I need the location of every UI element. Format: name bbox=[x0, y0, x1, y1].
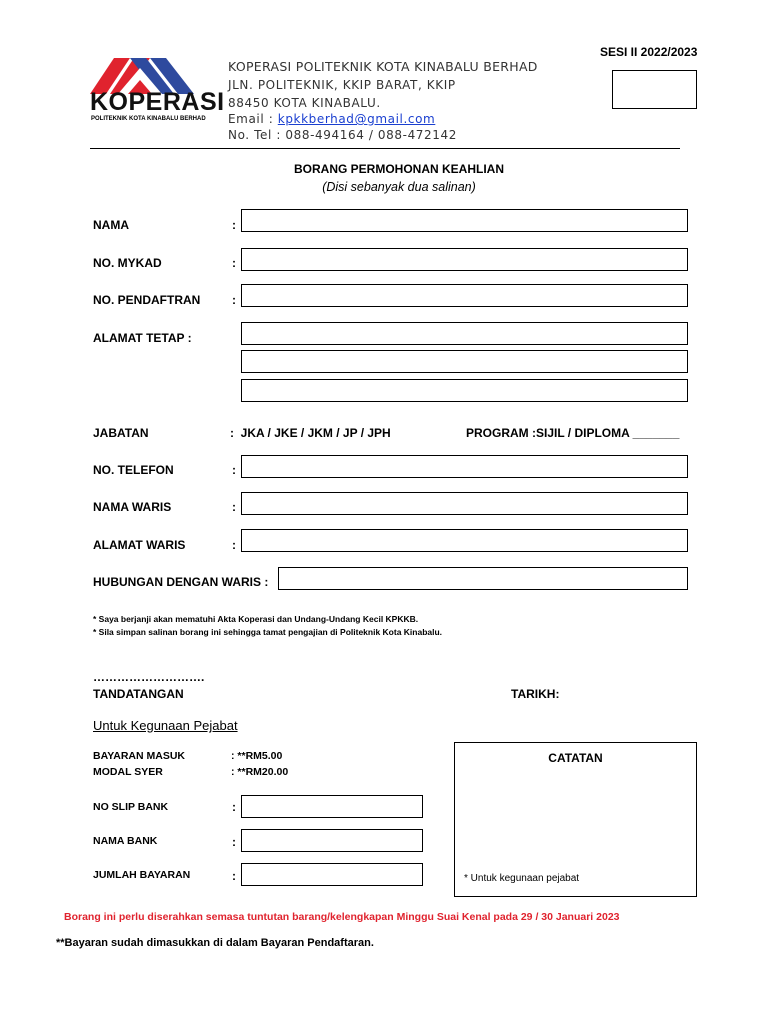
hubungan-input[interactable] bbox=[278, 567, 688, 590]
logo-word: KOPERASI bbox=[90, 88, 225, 116]
telefon-input[interactable] bbox=[241, 455, 688, 478]
program-field: PROGRAM :SIJIL / DIPLOMA _______ bbox=[466, 426, 680, 440]
catatan-title: CATATAN bbox=[548, 751, 603, 765]
colon: : bbox=[232, 218, 236, 232]
label-alamat-tetap: ALAMAT TETAP : bbox=[93, 331, 192, 345]
label-telefon: NO. TELEFON bbox=[93, 463, 174, 477]
slip-label: NO SLIP BANK bbox=[93, 801, 169, 813]
alamat-tetap-line-3[interactable] bbox=[241, 379, 688, 402]
jumlah-label: JUMLAH BAYARAN bbox=[93, 869, 191, 881]
org-name: KOPERASI POLITEKNIK KOTA KINABALU BERHAD bbox=[228, 59, 538, 74]
alamat-tetap-line-1[interactable] bbox=[241, 322, 688, 345]
red-notice: Borang ini perlu diserahkan semasa tuntutan barang/kelengkapan Minggu Suai Kenal pada 29 / 30 Januari 2023 bbox=[64, 911, 620, 923]
bank-label: NAMA BANK bbox=[93, 835, 158, 847]
label-jabatan: JABATAN bbox=[93, 426, 149, 440]
jabatan-options: : JKA / JKE / JKM / JP / JPH bbox=[230, 426, 391, 440]
email-link[interactable]: kpkkberhad@gmail.com bbox=[277, 112, 436, 126]
koperasi-logo bbox=[88, 54, 225, 124]
mykad-input[interactable] bbox=[241, 248, 688, 271]
org-tel: No. Tel : 088-494164 / 088-472142 bbox=[228, 128, 457, 142]
photo-box bbox=[612, 70, 697, 109]
nama-input[interactable] bbox=[241, 209, 688, 232]
logo-subtitle: POLITEKNIK KOTA KINABALU BERHAD bbox=[91, 116, 206, 122]
colon: : bbox=[232, 500, 236, 514]
colon: : bbox=[232, 538, 236, 552]
label-alamat-waris: ALAMAT WARIS bbox=[93, 538, 186, 552]
catatan-box[interactable] bbox=[454, 742, 697, 897]
bayaran-masuk-value: : **RM5.00 bbox=[231, 750, 283, 762]
signature-dots: ………………………. bbox=[93, 670, 205, 684]
pendaftran-input[interactable] bbox=[241, 284, 688, 307]
alamat-tetap-line-2[interactable] bbox=[241, 350, 688, 373]
slip-input[interactable] bbox=[241, 795, 423, 818]
session-label: SESI II 2022/2023 bbox=[600, 45, 698, 59]
label-nama: NAMA bbox=[93, 218, 129, 232]
org-address-2: 88450 KOTA KINABALU. bbox=[228, 96, 381, 110]
colon: : bbox=[232, 835, 236, 849]
label-pendaftran: NO. PENDAFTRAN bbox=[93, 293, 201, 307]
label-mykad: NO. MYKAD bbox=[93, 256, 162, 270]
org-address-1: JLN. POLITEKNIK, KKIP BARAT, KKIP bbox=[228, 78, 456, 92]
colon: : bbox=[232, 800, 236, 814]
org-email-row bbox=[228, 112, 435, 126]
modal-syer-label: MODAL SYER bbox=[93, 766, 163, 778]
label-nama-waris: NAMA WARIS bbox=[93, 500, 172, 514]
colon: : bbox=[232, 256, 236, 270]
bayaran-masuk-label: BAYARAN MASUK bbox=[93, 750, 185, 762]
bank-input[interactable] bbox=[241, 829, 423, 852]
colon: : bbox=[232, 293, 236, 307]
jumlah-input[interactable] bbox=[241, 863, 423, 886]
label-hubungan: HUBUNGAN DENGAN WARIS : bbox=[93, 575, 269, 589]
form-subtitle: (Disi sebanyak dua salinan) bbox=[322, 180, 476, 194]
nama-waris-input[interactable] bbox=[241, 492, 688, 515]
note-1: * Saya berjanji akan mematuhi Akta Koperasi dan Undang-Undang Kecil KPKKB. bbox=[93, 614, 419, 624]
note-2: * Sila simpan salinan borang ini sehingga tamat pengajian di Politeknik Kota Kinabalu. bbox=[93, 627, 443, 637]
form-title: BORANG PERMOHONAN KEAHLIAN bbox=[294, 162, 504, 176]
colon: : bbox=[232, 869, 236, 883]
catatan-note: * Untuk kegunaan pejabat bbox=[464, 873, 580, 884]
modal-syer-value: : **RM20.00 bbox=[231, 766, 289, 778]
alamat-waris-input[interactable] bbox=[241, 529, 688, 552]
date-label: TARIKH: bbox=[511, 687, 560, 701]
email-label: Email : bbox=[228, 112, 278, 126]
payment-note: **Bayaran sudah dimasukkan di dalam Bayaran Pendaftaran. bbox=[56, 937, 374, 949]
office-heading: Untuk Kegunaan Pejabat bbox=[93, 718, 238, 733]
signature-label: TANDATANGAN bbox=[93, 687, 184, 701]
colon: : bbox=[232, 463, 236, 477]
header-divider bbox=[90, 148, 680, 149]
